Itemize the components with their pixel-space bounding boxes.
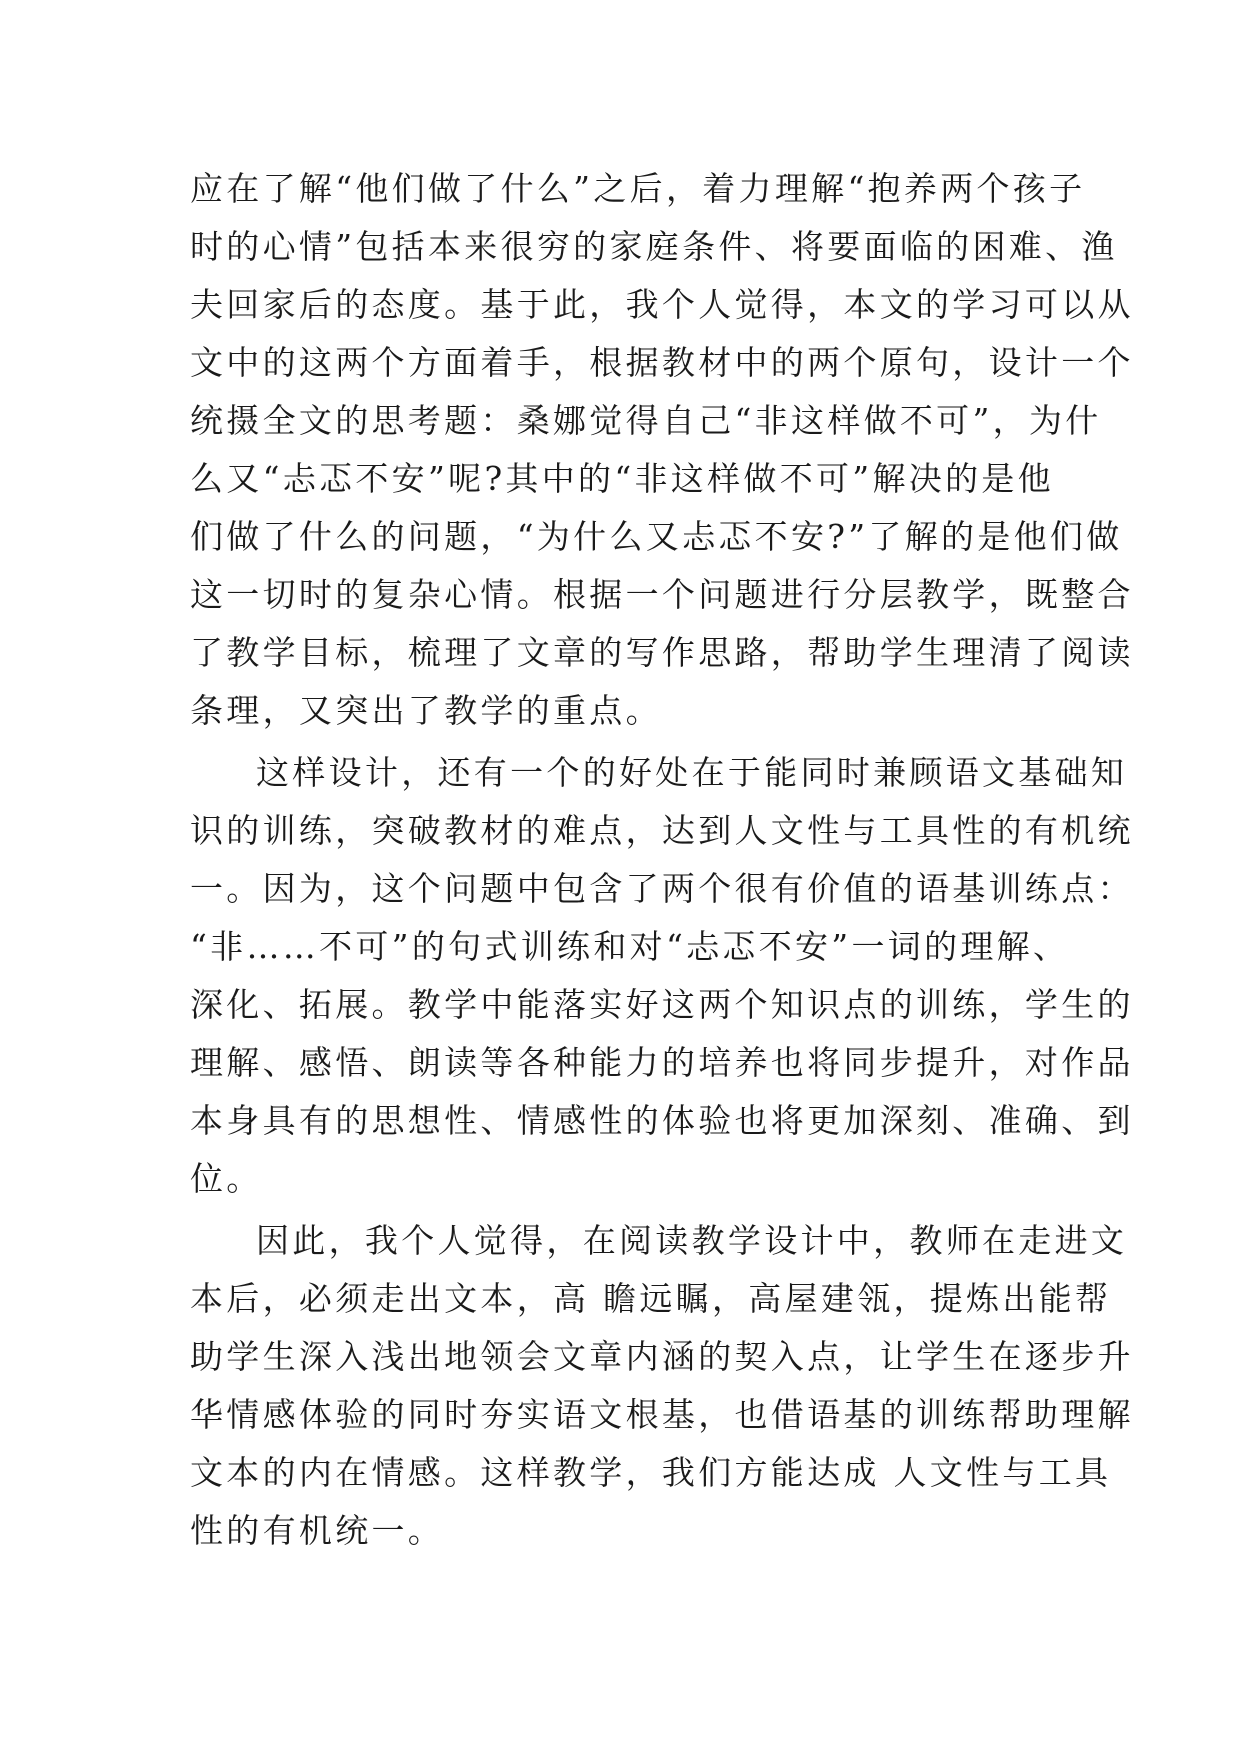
text-line: 本后，必须走出文本，高 瞻远瞩，高屋建瓴，提炼出能帮 <box>190 1279 1112 1318</box>
text-line: 么又“忐忑不安”呢?其中的“非这样做不可”解决的是他 <box>190 459 1054 498</box>
text-line: 条理，又突出了教学的重点。 <box>190 691 662 730</box>
text-line: “非……不可”的句式训练和对“忐忑不安”一词的理解、 <box>190 927 1070 966</box>
text-line: 性的有机统一。 <box>190 1511 445 1550</box>
text-line: 理解、感悟、朗读等各种能力的培养也将同步提升，对作品 <box>190 1043 1134 1082</box>
text-line: 华情感体验的同时夯实语文根基，也借语基的训练帮助理解 <box>190 1395 1134 1434</box>
text-line: 时的心情”包括本来很穷的家庭条件、将要面临的困难、渔 <box>190 227 1118 266</box>
text-line: 本身具有的思想性、情感性的体验也将更加深刻、准确、到 <box>190 1101 1134 1140</box>
text-line: 深化、拓展。教学中能落实好这两个知识点的训练，学生的 <box>190 985 1134 1024</box>
text-line: 了教学目标，梳理了文章的写作思路，帮助学生理清了阅读 <box>190 633 1134 672</box>
text-line: 位。 <box>190 1159 263 1198</box>
paragraph-2 <box>190 744 1134 1208</box>
text-line: 夫回家后的态度。基于此，我个人觉得，本文的学习可以从 <box>190 285 1134 324</box>
text-line: 文中的这两个方面着手，根据教材中的两个原句，设计一个 <box>190 343 1134 382</box>
text-line: 一。因为，这个问题中包含了两个很有价值的语基训练点： <box>190 869 1134 908</box>
text-line: 应在了解“他们做了什么”之后，着力理解“抱养两个孩子 <box>190 169 1086 208</box>
document-body <box>190 160 1134 1560</box>
text-line: 识的训练，突破教材的难点，达到人文性与工具性的有机统 <box>190 811 1134 850</box>
text-line: 们做了什么的问题，“为什么又忐忑不安?”了解的是他们做 <box>190 517 1123 556</box>
text-line: 助学生深入浅出地领会文章内涵的契入点，让学生在逐步升 <box>190 1337 1134 1376</box>
text-line: 文本的内在情感。这样教学，我们方能达成 人文性与工具 <box>190 1453 1112 1492</box>
text-line: 因此，我个人觉得，在阅读教学设计中，教师在走进文 <box>256 1221 1128 1260</box>
text-line: 统摄全文的思考题：桑娜觉得自己“非这样做不可”，为什 <box>190 401 1102 440</box>
paragraph-1 <box>190 160 1134 740</box>
text-line: 这样设计，还有一个的好处在于能同时兼顾语文基础知 <box>256 753 1128 792</box>
text-line: 这一切时的复杂心情。根据一个问题进行分层教学，既整合 <box>190 575 1134 614</box>
paragraph-3 <box>190 1212 1134 1560</box>
